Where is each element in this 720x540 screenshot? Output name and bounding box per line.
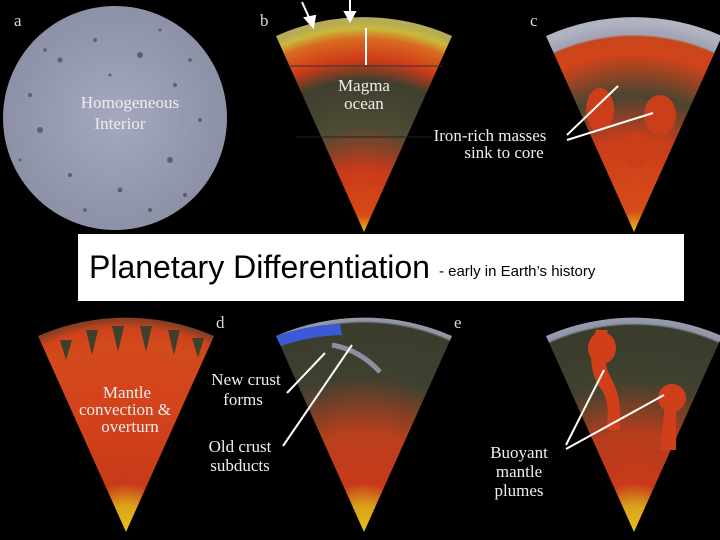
caption-old-crust [209, 437, 272, 475]
title-banner [78, 234, 684, 301]
wedge-iron-sinking [546, 17, 720, 232]
svg-text:Magma: Magma [338, 76, 390, 95]
svg-text:forms: forms [223, 390, 263, 409]
svg-text:plumes: plumes [494, 481, 544, 500]
svg-text:Old crust: Old crust [208, 437, 272, 456]
panel-letter-a: a [14, 11, 22, 30]
svg-text:convection &: convection & [78, 400, 172, 419]
svg-text:subducts: subducts [210, 456, 270, 475]
svg-text:Buoyant: Buoyant [490, 443, 548, 462]
svg-text:Interior: Interior [94, 114, 146, 133]
panel-letter-d: d [216, 313, 225, 332]
wedge-magma-ocean [276, 17, 452, 232]
svg-text:Mantle: Mantle [102, 383, 152, 402]
panel-letter-e: e [454, 313, 462, 332]
caption-iron-rich-masses [434, 126, 547, 162]
caption-magma-ocean [338, 76, 390, 113]
svg-text:mantle: mantle [495, 462, 543, 481]
svg-text:New crust: New crust [211, 370, 281, 389]
svg-text:overturn: overturn [101, 417, 159, 436]
slide-title: Planetary Differentiation [89, 249, 430, 285]
slide-subtitle: - early in Earth’s history [438, 263, 596, 280]
panel-letter-b: b [260, 11, 269, 30]
caption-buoyant-plumes [490, 443, 548, 500]
panel-letter-c: c [530, 11, 538, 30]
svg-text:ocean: ocean [344, 94, 384, 113]
svg-text:sink to core: sink to core [464, 143, 544, 162]
wedge-mantle-plumes [546, 318, 720, 532]
svg-text:Homogeneous: Homogeneous [80, 93, 180, 112]
svg-text:Iron-rich masses: Iron-rich masses [433, 126, 547, 145]
wedge-crust-formation [276, 318, 452, 532]
caption-new-crust [211, 370, 281, 409]
